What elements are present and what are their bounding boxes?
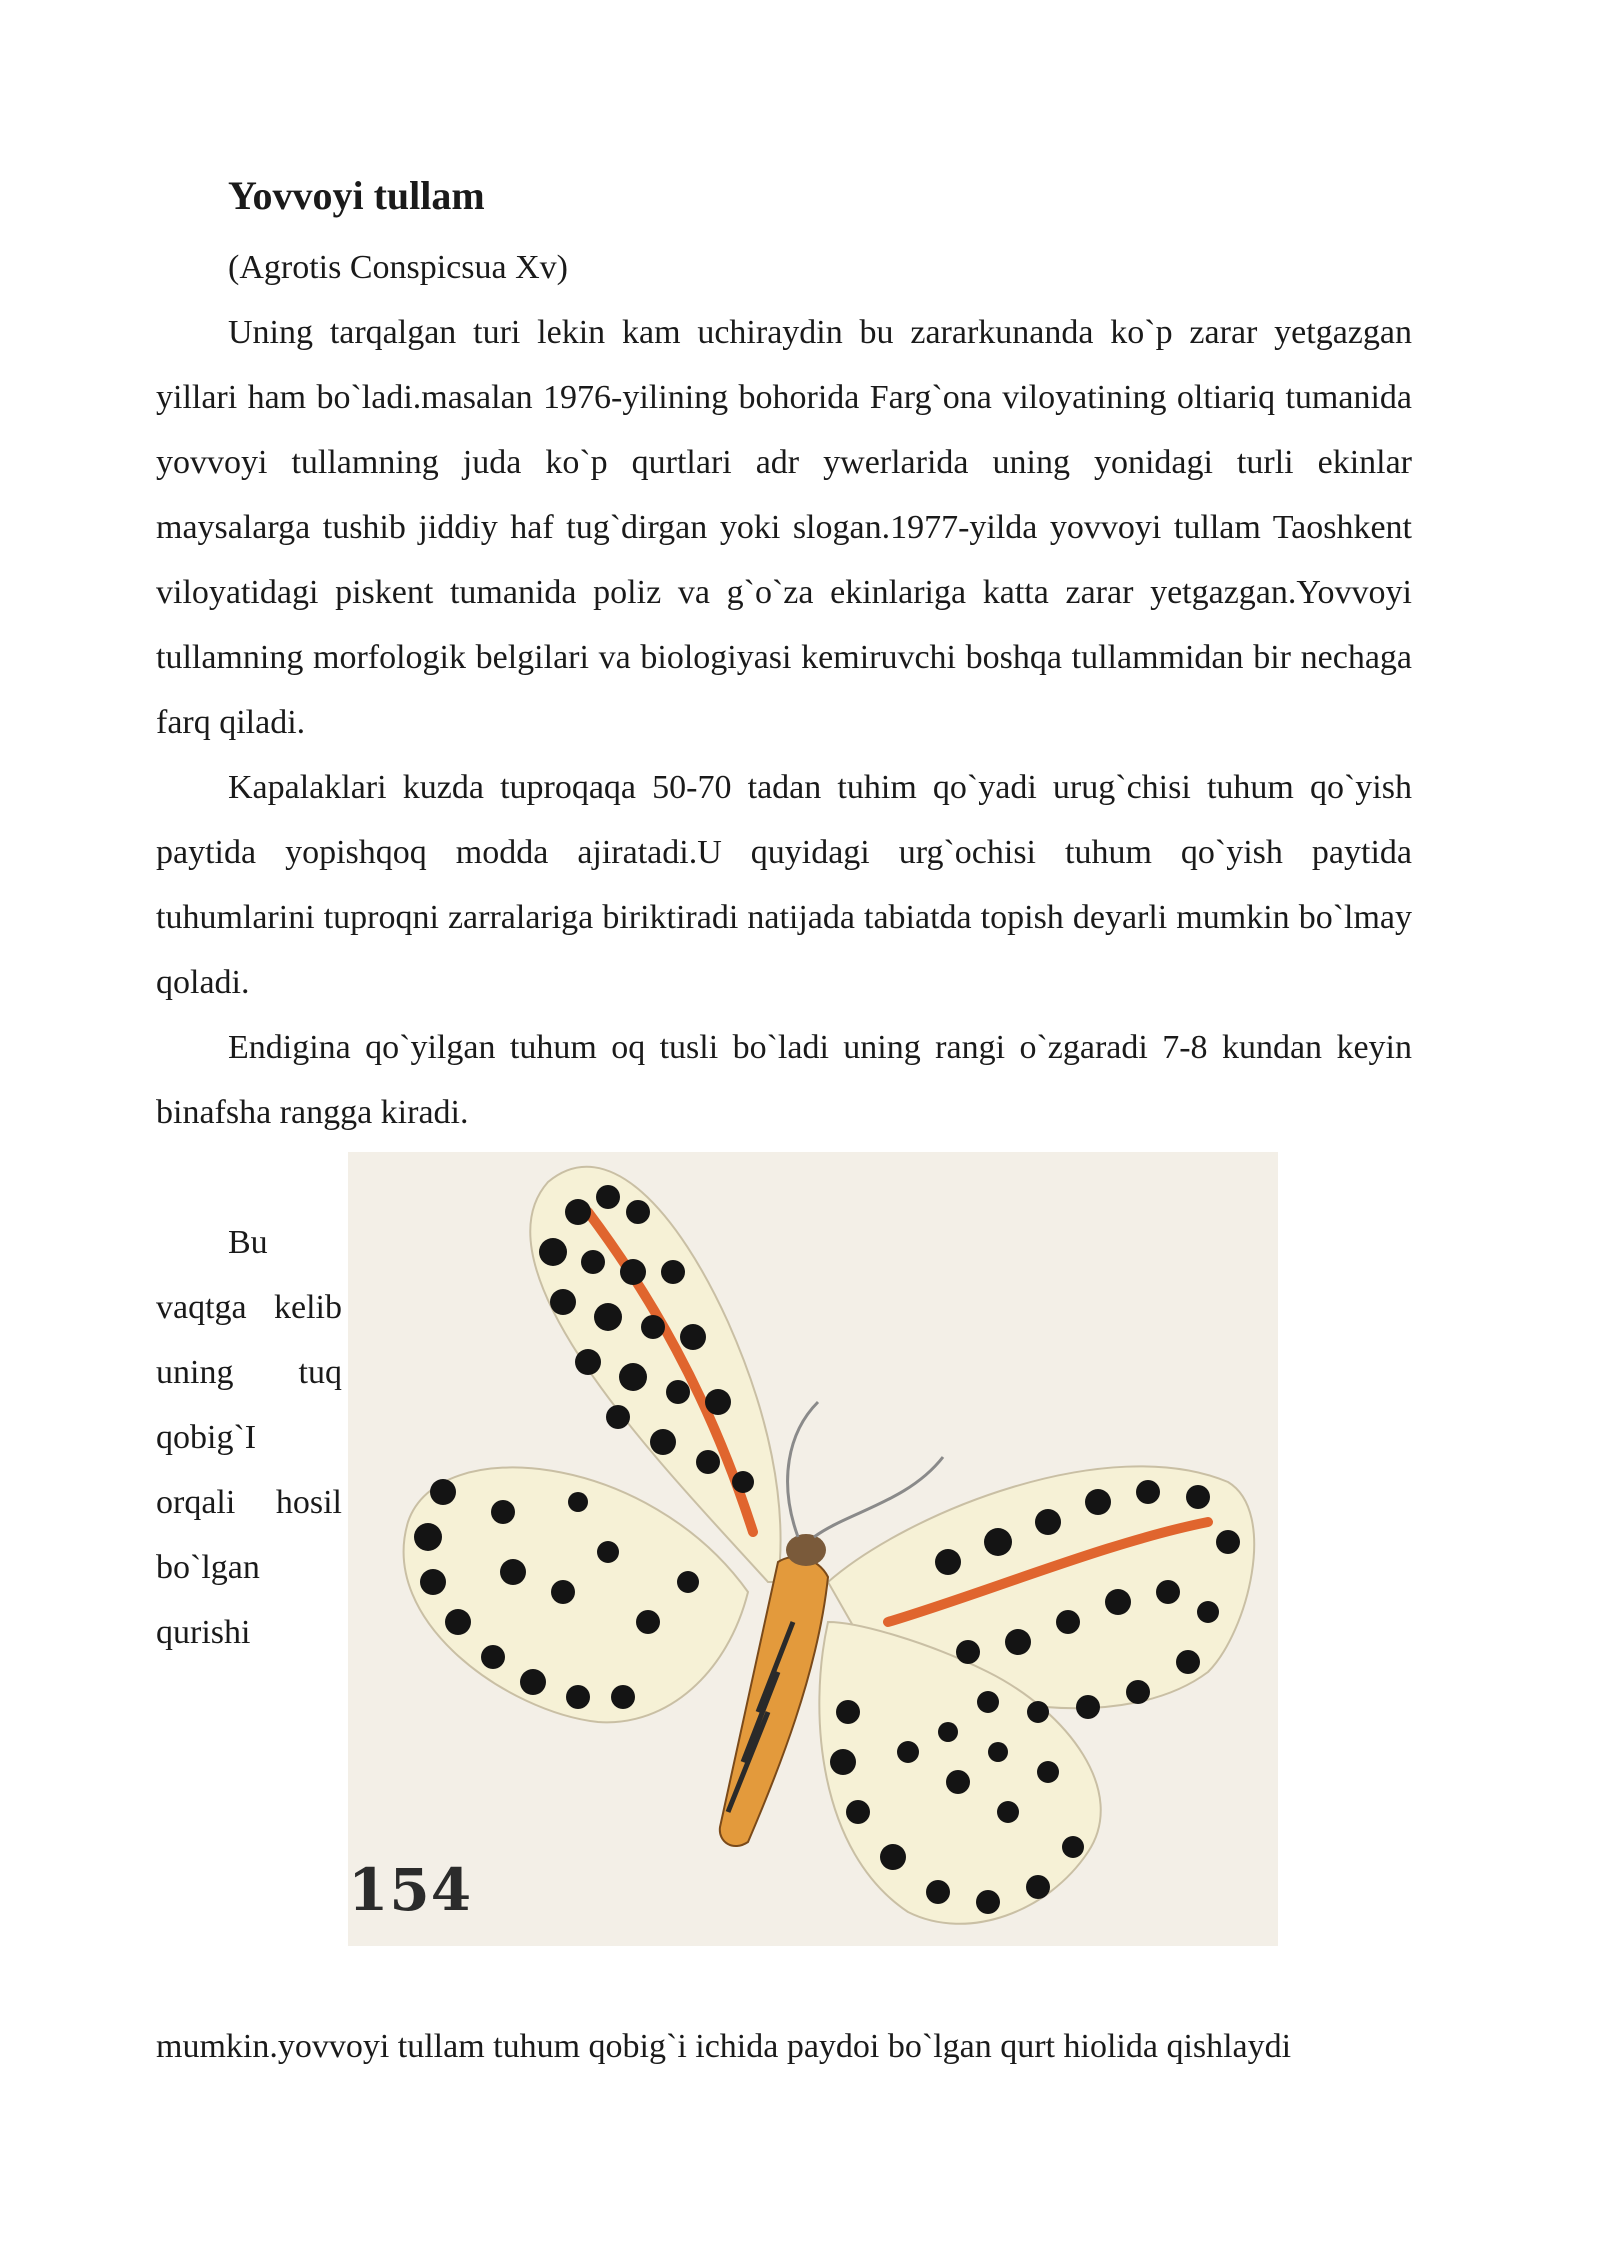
- latin-name-subtitle: (Agrotis Conspicsua Xv): [228, 249, 568, 286]
- moth-illustration: [348, 1152, 1278, 1946]
- moth-drawing: [348, 1152, 1278, 1946]
- paragraph-1: Uning tarqalgan turi lekin kam uchiraydin bu zararkunanda ko`p zarar yetgazgan yillari ham bo`ladi.masalan 1976-yilining bohorida Farg`ona viloyatining oltiariq tumanida yovvoyi tullamning juda ko`p qurtlari adr ywerlarida uning yonidagi turli ekinlar maysalarga tushib jiddiy haf tug`dirgan yoki slogan.1977-yilda yovvoyi tullam Taoshkent viloyatidagi piskent tumanida poliz va g`o`za ekinlariga katta zarar yetgazgan.Yovvoyi tullamning morfologik belgilari va biologiyasi kemiruvchi boshqa tullammidan bir nechaga farq qiladi.: [156, 314, 1412, 741]
- paragraph-3: Endigina qo`yilgan tuhum oq tusli bo`ladi uning rangi o`zgaradi 7-8 kundan keyin binafsha rangga kiradi.: [156, 1029, 1412, 1131]
- continuation-line: mumkin.yovvoyi tullam tuhum qobig`i ichida paydoi bo`lgan qurt hiolida qishlaydi: [156, 2028, 1292, 2065]
- paragraph-2: Kapalaklari kuzda tuproqaqa 50-70 tadan tuhim qo`yadi urug`chisi tuhum qo`yish paytida yopishqoq modda ajiratadi.U quyidagi urg`ochisi tuhum qo`yish paytida tuhumlarini tuproqni zarralariga biriktiradi natijada tabiatda topish deyarli mumkin bo`lmay qoladi.: [156, 769, 1412, 1001]
- document-heading: Yovvoyi tullam: [228, 173, 485, 218]
- figure-number: 154: [348, 1856, 473, 1924]
- wrapped-side-text: Bu vaqtga kelib uning tuq qobig`I orqali hosil bo`lgan qurishi: [156, 1224, 342, 1651]
